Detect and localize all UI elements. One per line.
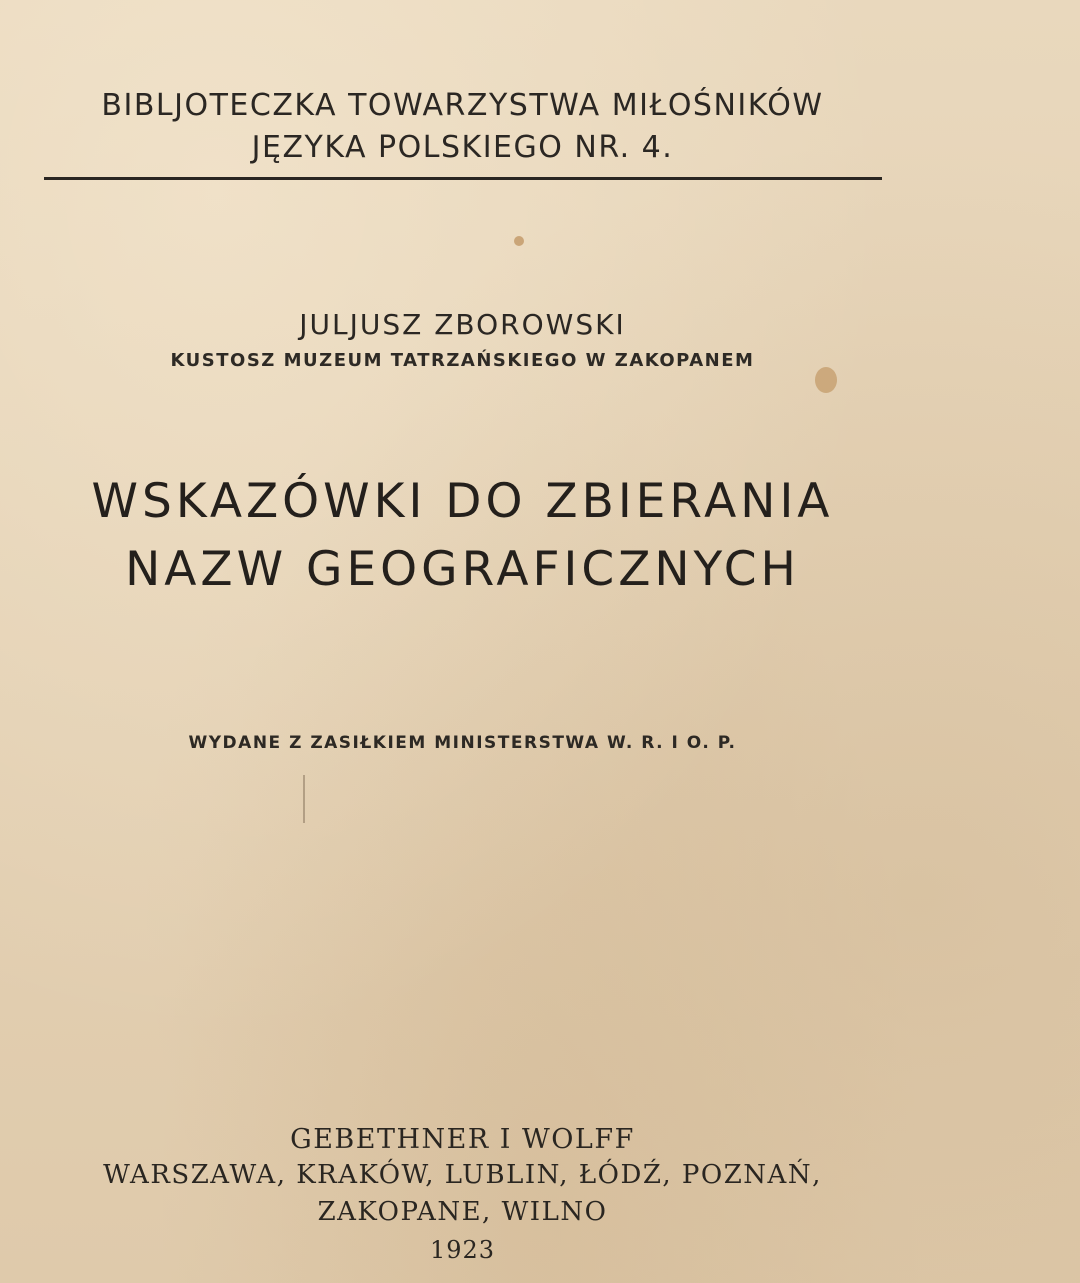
- edition-note: WYDANE Z ZASIŁKIEM MINISTERSTWA W. R. I O. P.: [188, 733, 737, 753]
- author-name: JULJUSZ ZBOROWSKI: [299, 308, 626, 341]
- paper-fibre: [303, 775, 305, 823]
- book-title-line-2: NAZW GEOGRAFICZNYCH: [125, 542, 800, 597]
- publication-year: 1923: [429, 1236, 496, 1264]
- publisher-cities-line-2: ZAKOPANE, WILNO: [317, 1197, 608, 1227]
- divider-rule: [44, 177, 882, 180]
- publisher-name: GEBETHNER I WOLFF: [290, 1124, 635, 1155]
- series-title-line-1: BIBLJOTECZKA TOWARZYSTWA MIŁOŚNIKÓW: [101, 88, 824, 123]
- book-title-line-1: WSKAZÓWKI DO ZBIERANIA: [91, 474, 834, 529]
- author-affiliation: KUSTOSZ MUZEUM TATRZAŃSKIEGO W ZAKOPANEM: [170, 350, 755, 371]
- paper-stain: [514, 236, 524, 246]
- publisher-cities-line-1: WARSZAWA, KRAKÓW, LUBLIN, ŁÓDŹ, POZNAŃ,: [103, 1160, 822, 1190]
- series-title-line-2: JĘZYKA POLSKIEGO NR. 4.: [251, 130, 674, 165]
